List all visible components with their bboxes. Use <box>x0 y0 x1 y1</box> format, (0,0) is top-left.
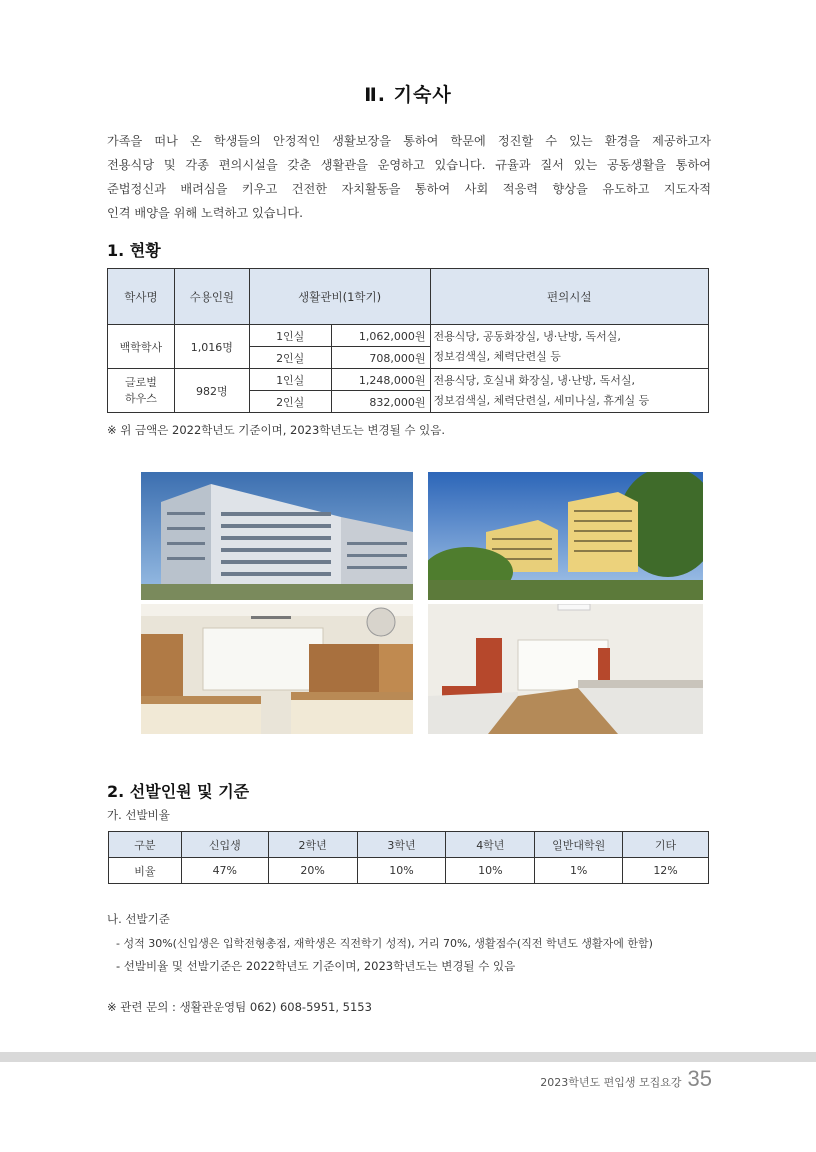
table-row <box>109 858 709 884</box>
ratio-header: 3학년 <box>357 832 446 858</box>
section2-heading: 2. 선발인원 및 기준 <box>107 782 250 801</box>
ratio-header: 4학년 <box>446 832 535 858</box>
header-fee: 생활관비(1학기) <box>249 269 430 325</box>
facilities-line: 정보검색실, 체력단련실, 세미나실, 휴게실 등 <box>433 393 650 407</box>
dorm-exterior-photo-2 <box>428 472 703 600</box>
dorm-room-photo-2 <box>428 604 703 734</box>
room-type: 2인실 <box>249 391 331 413</box>
criteria-item: - 성적 30%(신입생은 입학전형총점, 재학생은 직전학기 성적), 거리 70%, 생활점수(직전 학년도 생활자에 한함) <box>116 937 653 950</box>
selection-ratio-table <box>108 831 709 884</box>
dorm-facilities <box>430 325 708 369</box>
ratio-cell: 10% <box>446 858 535 884</box>
dorm-name-line: 글로벌 <box>124 375 157 389</box>
dorm-status-table <box>107 268 709 413</box>
intro-line: 가족을 떠나 온 학생들의 안정적인 생활보장을 통하여 학문에 정진할 수 있는 환경을 제공하고자 <box>107 134 711 148</box>
ratio-header: 구분 <box>109 832 182 858</box>
ratio-cell: 20% <box>268 858 357 884</box>
fee-note: ※ 위 금액은 2022학년도 기준이며, 2023학년도는 변경될 수 있음. <box>107 423 446 437</box>
facilities-line: 전용식당, 호실내 화장실, 냉·난방, 독서실, <box>433 373 636 387</box>
sub-heading-ratio: 가. 선발비율 <box>107 808 170 822</box>
page-footer <box>540 1066 712 1092</box>
ratio-cell: 12% <box>623 858 709 884</box>
intro-line: 인격 배양을 위해 노력하고 있습니다. <box>107 206 303 220</box>
table-row <box>108 369 709 391</box>
room-fee: 832,000원 <box>331 391 430 413</box>
room-type: 2인실 <box>249 347 331 369</box>
table-row <box>108 325 709 347</box>
room-fee: 708,000원 <box>331 347 430 369</box>
dorm-capacity: 1,016명 <box>174 325 249 369</box>
dorm-name <box>108 369 175 413</box>
facilities-line: 전용식당, 공동화장실, 냉·난방, 독서실, <box>433 329 621 343</box>
header-facilities: 편의시설 <box>430 269 708 325</box>
footer-bar <box>0 1052 816 1062</box>
ratio-cell: 10% <box>357 858 446 884</box>
intro-line: 준법정신과 배려심을 키우고 건전한 자치활동을 통하여 사회 적응력 향상을 유도하고 지도자적 <box>107 182 711 196</box>
contact-info: ※ 관련 문의 : 생활관운영팀 062) 608-5951, 5153 <box>107 1000 372 1014</box>
ratio-cell: 47% <box>181 858 268 884</box>
dorm-name-line: 하우스 <box>124 391 157 405</box>
header-capacity: 수용인원 <box>174 269 249 325</box>
table-header-row <box>109 832 709 858</box>
dorm-exterior-photo-1 <box>141 472 413 600</box>
page-title: Ⅱ. 기숙사 <box>364 84 452 106</box>
header-name: 학사명 <box>108 269 175 325</box>
ratio-header: 일반대학원 <box>535 832 623 858</box>
ratio-cell: 1% <box>535 858 623 884</box>
room-type: 1인실 <box>249 325 331 347</box>
dorm-name: 백학학사 <box>108 325 175 369</box>
intro-paragraph <box>107 129 711 225</box>
criteria-item: - 선발비율 및 선발기준은 2022학년도 기준이며, 2023학년도는 변경될 수 있음 <box>116 959 516 973</box>
intro-line: 전용식당 및 각종 편의시설을 갖춘 생활관을 운영하고 있습니다. 규율과 질서 있는 공동생활을 통하여 <box>107 158 711 172</box>
dorm-capacity: 982명 <box>174 369 249 413</box>
room-type: 1인실 <box>249 369 331 391</box>
page-number: 35 <box>687 1066 712 1091</box>
ratio-header: 2학년 <box>268 832 357 858</box>
ratio-header: 신입생 <box>181 832 268 858</box>
ratio-header: 기타 <box>623 832 709 858</box>
footer-title: 2023학년도 편입생 모집요강 <box>540 1076 682 1089</box>
section1-heading: 1. 현황 <box>107 241 161 260</box>
room-fee: 1,062,000원 <box>331 325 430 347</box>
dorm-facilities <box>430 369 708 413</box>
ratio-cell: 비율 <box>109 858 182 884</box>
sub-heading-criteria: 나. 선발기준 <box>107 912 170 926</box>
dorm-room-photo-1 <box>141 604 413 734</box>
room-fee: 1,248,000원 <box>331 369 430 391</box>
facilities-line: 정보검색실, 체력단련실 등 <box>433 349 561 363</box>
table-header-row <box>108 269 709 325</box>
